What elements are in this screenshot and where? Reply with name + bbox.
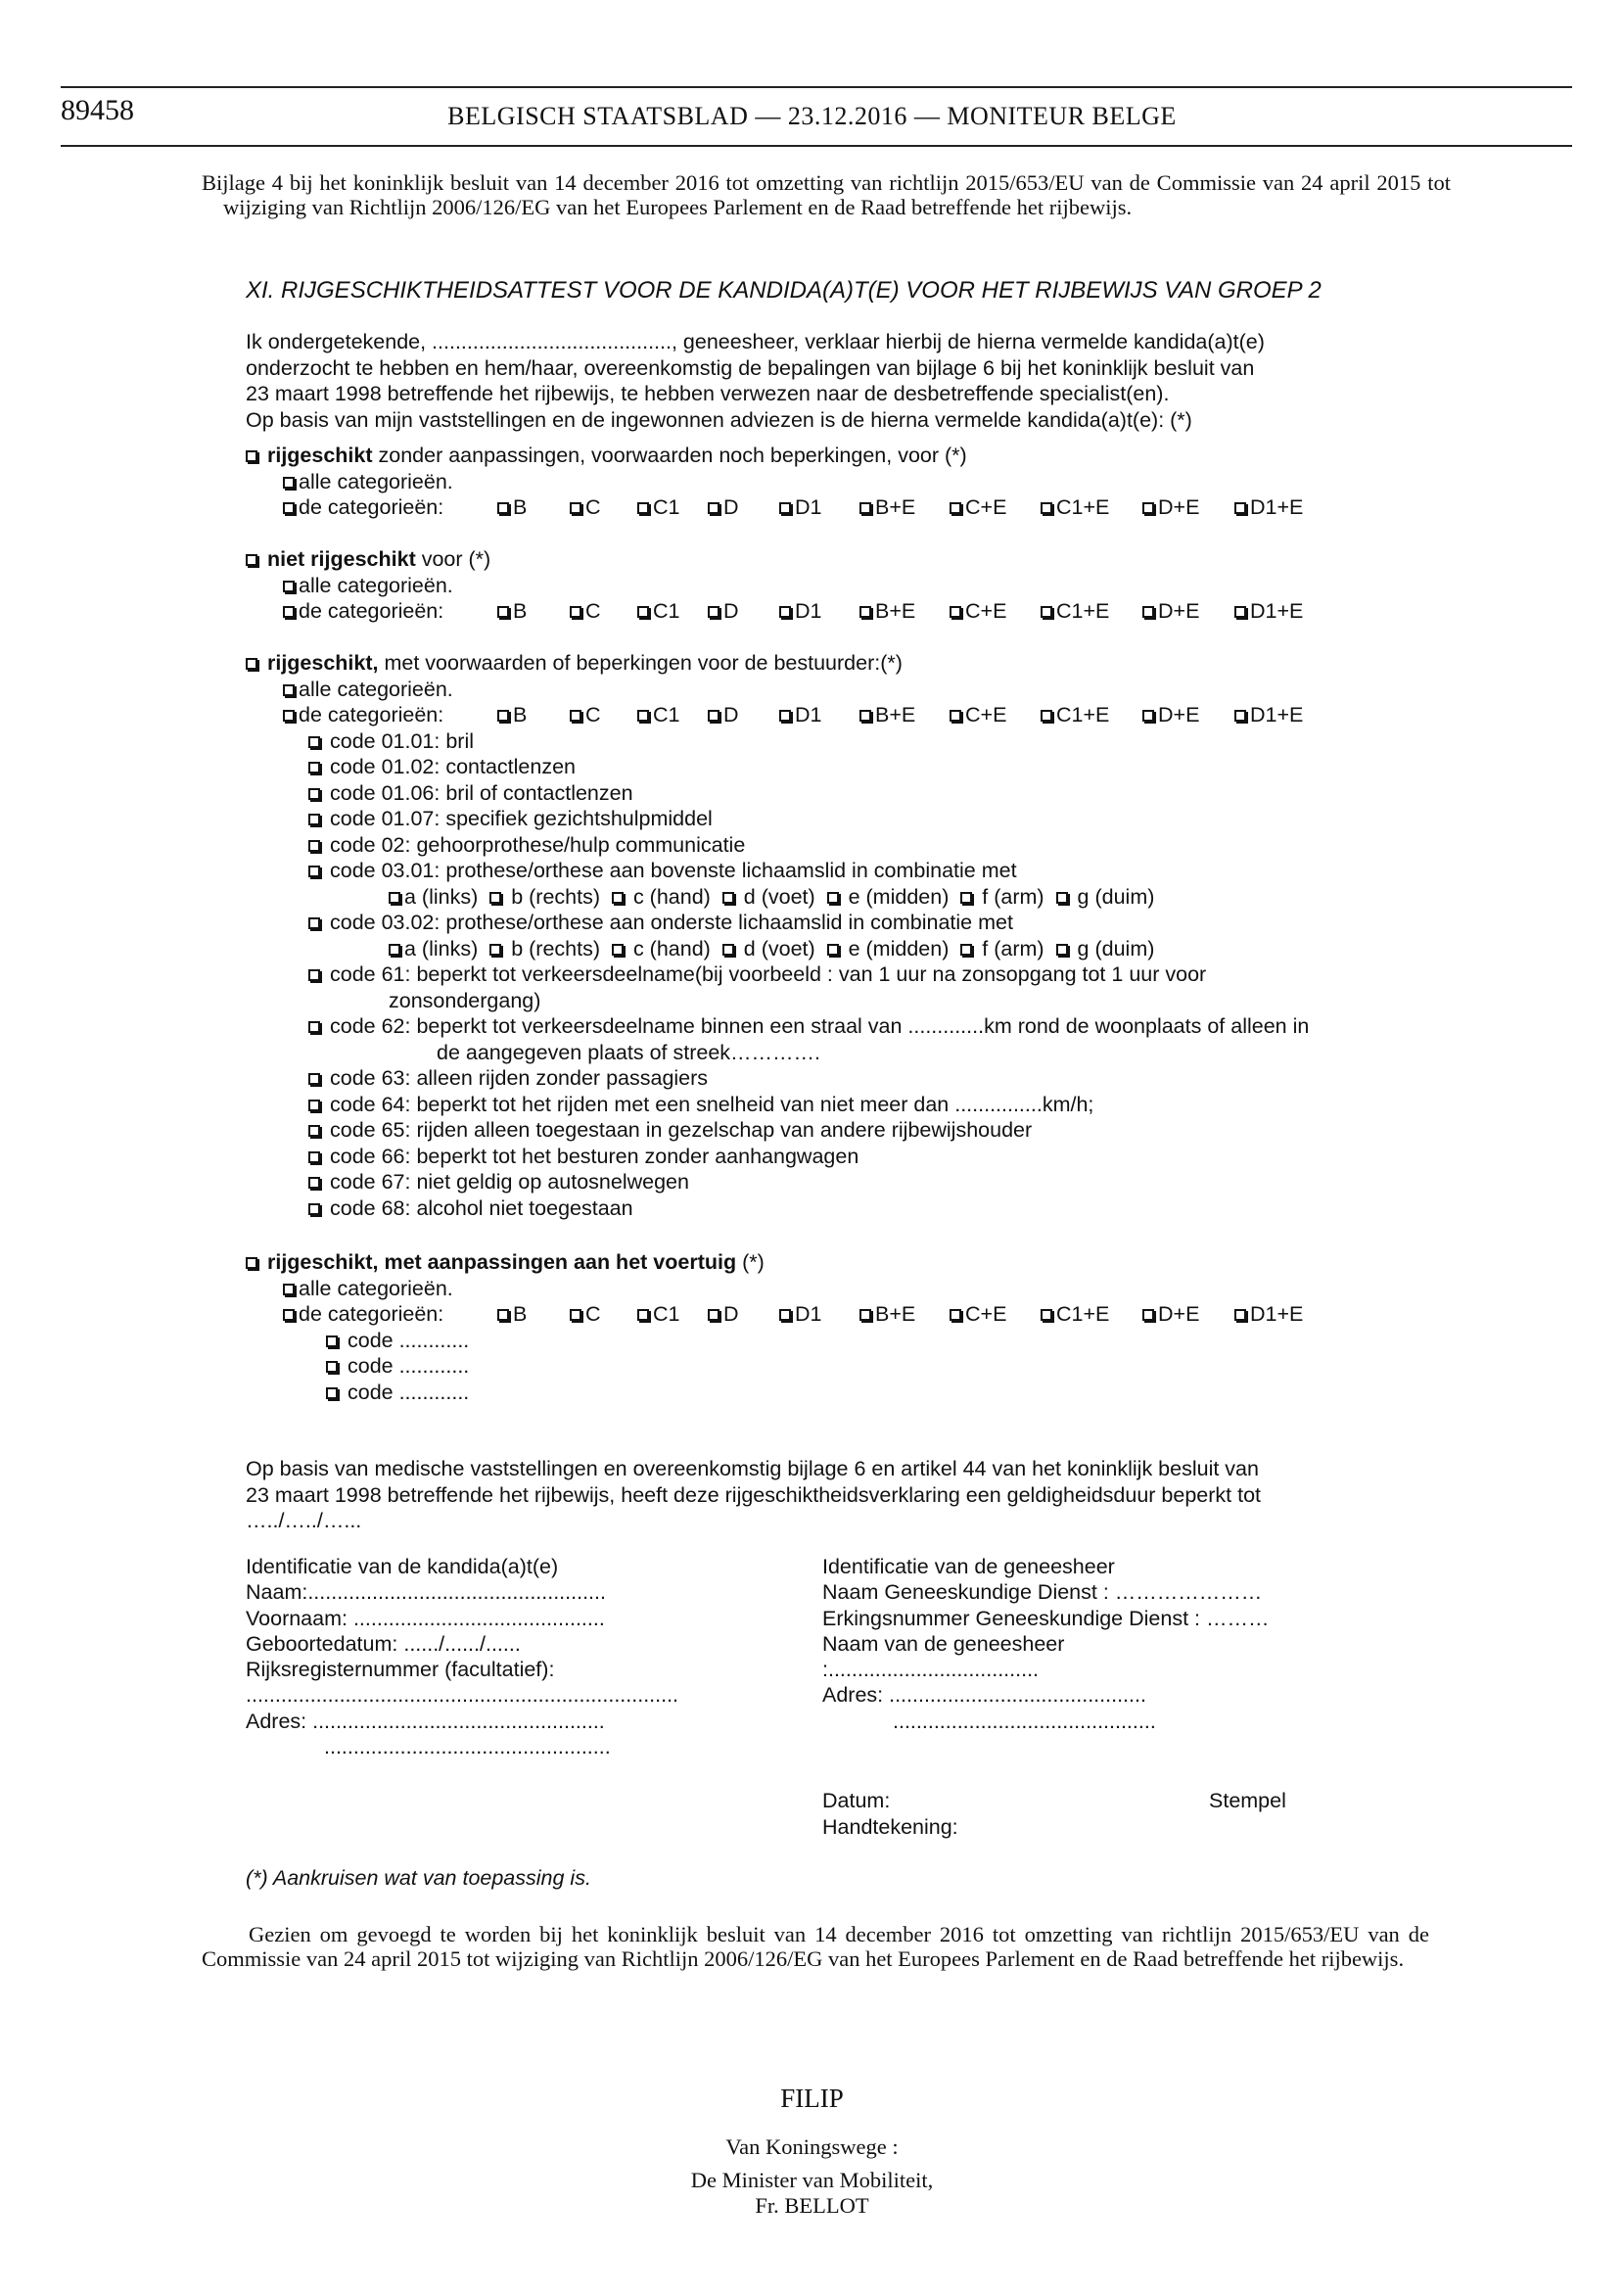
code-label-continued: de aangegeven plaats of streek…………. — [437, 1040, 820, 1064]
checkbox-cat-ce[interactable] — [950, 710, 961, 722]
code-label: code 01.01: bril — [329, 728, 474, 753]
checkbox-code-02[interactable] — [308, 840, 320, 852]
checkbox-all-categories[interactable] — [283, 684, 295, 696]
cat-label: D1+E — [1250, 1302, 1304, 1326]
page-number: 89458 — [61, 94, 134, 126]
checkbox-limb-d[interactable] — [722, 892, 734, 904]
checkbox-cat-be[interactable] — [859, 606, 871, 618]
all-categories-label: alle categorieën. — [299, 469, 453, 493]
limb-label: d (voet) — [743, 936, 815, 961]
checkbox-conditional[interactable] — [246, 658, 257, 670]
checkbox-limb-c[interactable] — [612, 892, 624, 904]
cat-label: D+E — [1158, 703, 1200, 726]
checkbox-unfit[interactable] — [246, 554, 257, 566]
cat-label: D1+E — [1250, 599, 1304, 623]
king-signature: FILIP — [780, 2084, 844, 2113]
checkbox-cat-b[interactable] — [497, 1309, 509, 1321]
cat-label: C1 — [653, 703, 680, 726]
header-rule-top — [61, 86, 1572, 88]
checkbox-code-64[interactable] — [308, 1100, 320, 1111]
code-label: code 66: beperkt tot het besturen zonder aanhangwagen — [329, 1144, 859, 1168]
checkbox-cat-be[interactable] — [859, 502, 871, 514]
checkbox-cat-d1[interactable] — [779, 710, 791, 722]
checkbox-limb-e[interactable] — [827, 944, 839, 956]
checkbox-cat-d1e[interactable] — [1234, 502, 1246, 514]
header-rule-bottom — [61, 145, 1572, 147]
limb-label: c (hand) — [632, 884, 711, 909]
checkbox-cat-d1[interactable] — [779, 502, 791, 514]
checkbox-cat-d[interactable] — [708, 502, 719, 514]
section-adapted — [246, 1249, 1304, 1405]
declaration-line: Ik ondergetekende, ........................................., geneesheer, verklaar hierbij de hierna vermelde kandida(a)t(e) — [246, 330, 1265, 353]
category-row — [246, 494, 1304, 521]
section-unfit-rest: voor (*) — [415, 547, 491, 571]
cat-label: C+E — [965, 599, 1007, 623]
medical-service-field[interactable]: Naam Geneeskundige Dienst : ………………… — [822, 1580, 1263, 1605]
cat-label: C1 — [653, 495, 680, 519]
candidate-address-field-2[interactable]: ................................................. — [324, 1735, 611, 1759]
candidate-identification — [246, 1554, 794, 1759]
category-row — [246, 1301, 1304, 1328]
section-conditional-rest: met voorwaarden of beperkingen voor de bestuurder:(*) — [378, 651, 903, 675]
physician-address-field[interactable]: Adres: ............................................ — [822, 1683, 1146, 1708]
code-label: code 03.02: prothese/orthese aan onderste lichaamslid in combinatie met — [329, 911, 1013, 934]
checkbox-code-blank[interactable] — [326, 1387, 338, 1399]
limb-label: c (hand) — [632, 936, 711, 961]
checkbox-all-categories[interactable] — [283, 1284, 295, 1295]
minister-title: De Minister van Mobiliteit, — [690, 2168, 934, 2192]
cat-label: D1 — [795, 495, 822, 519]
cat-label: D — [723, 599, 739, 623]
cat-label: D+E — [1158, 1302, 1200, 1326]
declaration-line: 23 maart 1998 betreffende het rijbewijs, te hebben verwezen naar de desbetreffende specialist(en). — [246, 382, 1170, 405]
checkbox-code-68[interactable] — [308, 1203, 320, 1215]
checkbox-cat-c1[interactable] — [637, 710, 649, 722]
physician-heading: Identificatie van de geneesheer — [822, 1555, 1115, 1578]
cat-label: C1+E — [1056, 1302, 1110, 1326]
physician-identification — [822, 1554, 1370, 1734]
limb-label: b (rechts) — [511, 936, 601, 961]
checkbox-cat-d1[interactable] — [779, 1309, 791, 1321]
limb-label: e (midden) — [848, 936, 950, 961]
checkbox-code-63[interactable] — [308, 1073, 320, 1085]
cat-label: B — [513, 599, 528, 623]
cat-label: C+E — [965, 495, 1007, 519]
checkbox-cat-c1e[interactable] — [1041, 606, 1052, 618]
checkbox-limb-a[interactable] — [389, 892, 400, 904]
by-the-king: Van Koningswege : — [725, 2134, 899, 2159]
candidate-address-field[interactable]: Adres: .................................................. — [246, 1709, 605, 1733]
cat-label: D1+E — [1250, 495, 1304, 519]
cat-label: C — [585, 495, 601, 519]
limb-options-upper — [246, 884, 1309, 911]
checkbox-cat-de[interactable] — [1142, 502, 1154, 514]
validity-line: 23 maart 1998 betreffende het rijbewijs, heeft deze rijgeschiktheidsverklaring een geldigheidsduur beperkt tot — [246, 1482, 1262, 1507]
gazette-title: BELGISCH STAATSBLAD — 23.12.2016 — MONITEUR BELGE — [447, 102, 1177, 130]
footnote: (*) Aankruisen wat van toepassing is. — [246, 1866, 591, 1890]
limb-label: b (rechts) — [511, 884, 601, 909]
checkbox-cat-c[interactable] — [570, 1309, 581, 1321]
section-fit-rest: zonder aanpassingen, voorwaarden noch beperkingen, voor (*) — [372, 444, 967, 467]
validity-line: Op basis van medische vaststellingen en overeenkomstig bijlage 6 en artikel 44 van het koninklijk besluit van — [246, 1457, 1259, 1480]
code-label: code 01.07: specifiek gezichtshulpmiddel — [329, 807, 713, 830]
checkbox-code-blank[interactable] — [326, 1335, 338, 1347]
checkbox-code-65[interactable] — [308, 1125, 320, 1137]
section-fit-bold: rijgeschikt — [266, 444, 373, 467]
physician-name-label: Naam van de geneesheer — [822, 1631, 1065, 1656]
cat-label: B — [513, 495, 528, 519]
candidate-heading: Identificatie van de kandida(a)t(e) — [246, 1555, 559, 1578]
candidate-registry-field[interactable]: .......................................................................... — [246, 1683, 679, 1708]
limb-label: e (midden) — [848, 884, 950, 909]
minister-name: Fr. BELLOT — [755, 2193, 869, 2218]
checkbox-cat-d[interactable] — [708, 710, 719, 722]
cat-label: C1 — [653, 1302, 680, 1326]
cat-label: B+E — [875, 1302, 916, 1326]
declaration-line: onderzocht te hebben en hem/haar, overeenkomstig de bepalingen van bijlage 6 bij het koninklijk besluit van — [246, 355, 1255, 380]
checkbox-all-categories[interactable] — [283, 581, 295, 592]
signature-field[interactable]: Handtekening: — [822, 1815, 958, 1839]
checkbox-the-categories[interactable] — [283, 1309, 295, 1321]
checkbox-limb-b[interactable] — [489, 944, 501, 956]
cat-label: C1 — [653, 599, 680, 623]
checkbox-code-0301[interactable] — [308, 866, 320, 877]
checkbox-code-66[interactable] — [308, 1151, 320, 1163]
category-row — [246, 702, 1309, 728]
checkbox-cat-c[interactable] — [570, 606, 581, 618]
limb-label: g (duim) — [1077, 936, 1155, 961]
checkbox-cat-c[interactable] — [570, 710, 581, 722]
limb-label: d (voet) — [743, 884, 815, 909]
section-adapted-bold: rijgeschikt, met aanpassingen aan het voertuig — [266, 1250, 737, 1274]
limb-label: g (duim) — [1077, 884, 1155, 909]
checkbox-cat-c1[interactable] — [637, 502, 649, 514]
cat-label: B+E — [875, 495, 916, 519]
checkbox-cat-be[interactable] — [859, 710, 871, 722]
checkbox-limb-f[interactable] — [960, 944, 972, 956]
checkbox-code-61[interactable] — [308, 969, 320, 981]
form-title: XI. RIJGESCHIKTHEIDSATTEST VOOR DE KANDIDA(A)T(E) VOOR HET RIJBEWIJS VAN GROEP 2 — [246, 277, 1322, 304]
cat-label: C1+E — [1056, 495, 1110, 519]
cat-label: D1 — [795, 1302, 822, 1326]
checkbox-all-categories[interactable] — [283, 477, 295, 489]
cat-label: D1 — [795, 703, 822, 726]
all-categories-label: alle categorieën. — [299, 573, 453, 597]
checkbox-limb-g[interactable] — [1056, 892, 1068, 904]
checkbox-code-blank[interactable] — [326, 1361, 338, 1373]
the-categories-label: de categorieën: — [299, 1302, 444, 1326]
checkbox-code-0102[interactable] — [308, 762, 320, 773]
cat-label: C — [585, 1302, 601, 1326]
category-row — [246, 598, 1304, 625]
declaration — [246, 329, 1460, 433]
cat-label: C1+E — [1056, 703, 1110, 726]
limb-options-lower — [246, 936, 1309, 962]
cat-label: B+E — [875, 703, 916, 726]
all-categories-label: alle categorieën. — [299, 1276, 453, 1300]
cat-label: D — [723, 703, 739, 726]
checkbox-limb-d[interactable] — [722, 944, 734, 956]
the-categories-label: de categorieën: — [299, 495, 444, 519]
cat-label: C — [585, 599, 601, 623]
checkbox-cat-c1e[interactable] — [1041, 710, 1052, 722]
checkbox-code-67[interactable] — [308, 1177, 320, 1189]
checkbox-cat-d1e[interactable] — [1234, 606, 1246, 618]
limb-label: f (arm) — [982, 936, 1044, 961]
limb-label: a (links) — [404, 884, 479, 909]
cat-label: D — [723, 1302, 739, 1326]
candidate-name-field[interactable]: Naam:................................................... — [246, 1580, 606, 1605]
checkbox-cat-c1e[interactable] — [1041, 502, 1052, 514]
stamp-field: Stempel — [1209, 1789, 1286, 1812]
checkbox-the-categories[interactable] — [283, 710, 295, 722]
checkbox-cat-c[interactable] — [570, 502, 581, 514]
checkbox-cat-de[interactable] — [1142, 606, 1154, 618]
cat-label: C — [585, 703, 601, 726]
checkbox-adapted[interactable] — [246, 1257, 257, 1269]
annex-intro: Bijlage 4 bij het koninklijk besluit van 14 december 2016 tot omzetting van richtlijn 2015/653/EU van de Commissie van 24 april 2015 tot wijziging van Richtlijn 2006/126/EG van het Europees Parlement en de Raad betreffende het rijbewijs. — [202, 170, 1451, 219]
checkbox-limb-g[interactable] — [1056, 944, 1068, 956]
checkbox-cat-de[interactable] — [1142, 1309, 1154, 1321]
checkbox-cat-b[interactable] — [497, 710, 509, 722]
checkbox-cat-be[interactable] — [859, 1309, 871, 1321]
limb-label: a (links) — [404, 936, 479, 961]
section-conditional-bold: rijgeschikt, — [266, 651, 379, 675]
cat-label: D1+E — [1250, 703, 1304, 726]
code-blank-label: code ............ — [347, 1380, 470, 1404]
checkbox-cat-de[interactable] — [1142, 710, 1154, 722]
checkbox-the-categories[interactable] — [283, 502, 295, 514]
checkbox-limb-a[interactable] — [389, 944, 400, 956]
all-categories-label: alle categorieën. — [299, 677, 453, 701]
code-label: code 68: alcohol niet toegestaan — [329, 1195, 633, 1220]
validity-statement — [246, 1456, 1460, 1534]
code-label: code 64: beperkt tot het rijden met een snelheid van niet meer dan ...............km/h; — [329, 1092, 1094, 1116]
checkbox-code-0107[interactable] — [308, 814, 320, 825]
checkbox-code-0302[interactable] — [308, 917, 320, 929]
the-categories-label: de categorieën: — [299, 703, 444, 726]
declaration-line: Op basis van mijn vaststellingen en de ingewonnen adviezen is de hierna vermelde kandida(a)t(e): (*) — [246, 407, 1192, 432]
checkbox-limb-b[interactable] — [489, 892, 501, 904]
checkbox-cat-d1[interactable] — [779, 606, 791, 618]
physician-name-field[interactable]: :.................................... — [822, 1658, 1040, 1682]
candidate-registry-label: Rijksregisternummer (facultatief): — [246, 1658, 555, 1682]
checkbox-cat-d1e[interactable] — [1234, 710, 1246, 722]
section-unfit-bold: niet rijgeschikt — [266, 547, 416, 571]
code-label: code 01.02: contactlenzen — [329, 755, 577, 778]
code-label: code 03.01: prothese/orthese aan bovenste lichaamslid in combinatie met — [329, 859, 1017, 882]
checkbox-limb-e[interactable] — [827, 892, 839, 904]
code-blank-label: code ............ — [347, 1328, 470, 1352]
checkbox-code-62[interactable] — [308, 1021, 320, 1033]
section-adapted-rest: (*) — [736, 1250, 765, 1274]
cat-label: D — [723, 495, 739, 519]
checkbox-code-0106[interactable] — [308, 788, 320, 800]
checkbox-the-categories[interactable] — [283, 606, 295, 618]
section-conditional — [246, 650, 1309, 1221]
code-label: code 63: alleen rijden zonder passagiers — [329, 1066, 709, 1090]
checkbox-cat-c1e[interactable] — [1041, 1309, 1052, 1321]
section-unfit — [246, 546, 1304, 625]
checkbox-cat-d[interactable] — [708, 606, 719, 618]
code-label: code 67: niet geldig op autosnelwegen — [329, 1170, 689, 1194]
checkbox-cat-ce[interactable] — [950, 606, 961, 618]
section-fit — [246, 443, 1304, 521]
physician-address-field-2[interactable]: ............................................. — [893, 1709, 1156, 1733]
cat-label: D+E — [1158, 599, 1200, 623]
candidate-birthdate-field[interactable]: Geboortedatum: ....../....../...... — [246, 1631, 521, 1656]
checkbox-cat-c1[interactable] — [637, 606, 649, 618]
candidate-first-name-field[interactable]: Voornaam: ........................................... — [246, 1606, 605, 1630]
cat-label: B+E — [875, 599, 916, 623]
cat-label: D+E — [1158, 495, 1200, 519]
cat-label: C1+E — [1056, 599, 1110, 623]
checkbox-code-0101[interactable] — [308, 736, 320, 748]
seen-to-be-annexed: Gezien om gevoegd te worden bij het koninklijk besluit van 14 december 2016 tot omzetting van richtlijn 2015/653/EU van de Commissie van 24 april 2015 tot wijziging van Richtlijn 2006/126/EG van het Europees Parlement en de Raad betreffende het rijbewijs. — [202, 1922, 1429, 1971]
code-label-continued: zonsondergang) — [389, 988, 541, 1012]
cat-label: B — [513, 1302, 528, 1326]
code-blank-label: code ............ — [347, 1354, 470, 1378]
cat-label: D1 — [795, 599, 822, 623]
checkbox-cat-d1e[interactable] — [1234, 1309, 1246, 1321]
limb-label: f (arm) — [982, 884, 1044, 909]
code-label: code 02: gehoorprothese/hulp communicatie — [329, 832, 746, 857]
checkbox-limb-c[interactable] — [612, 944, 624, 956]
cat-label: C+E — [965, 703, 1007, 726]
checkbox-limb-f[interactable] — [960, 892, 972, 904]
checkbox-cat-b[interactable] — [497, 502, 509, 514]
checkbox-fit[interactable] — [246, 450, 257, 462]
code-label: code 61: beperkt tot verkeersdeelname(bij voorbeeld : van 1 uur na zonsopgang tot 1 uur voor — [329, 962, 1207, 986]
checkbox-cat-ce[interactable] — [950, 1309, 961, 1321]
code-label: code 62: beperkt tot verkeersdeelname binnen een straal van .............km rond de woonplaats of alleen in — [329, 1014, 1310, 1038]
cat-label: C+E — [965, 1302, 1007, 1326]
validity-date-field[interactable]: …../…../…... — [246, 1509, 362, 1532]
checkbox-cat-d[interactable] — [708, 1309, 719, 1321]
recognition-number-field[interactable]: Erkingsnummer Geneeskundige Dienst : ……… — [822, 1606, 1270, 1630]
code-label: code 65: rijden alleen toegestaan in gezelschap van andere rijbewijshouder — [329, 1118, 1033, 1142]
checkbox-cat-c1[interactable] — [637, 1309, 649, 1321]
code-label: code 01.06: bril of contactlenzen — [329, 780, 633, 805]
cat-label: B — [513, 703, 528, 726]
date-field[interactable]: Datum: — [822, 1789, 891, 1812]
the-categories-label: de categorieën: — [299, 599, 444, 623]
checkbox-cat-b[interactable] — [497, 606, 509, 618]
checkbox-cat-ce[interactable] — [950, 502, 961, 514]
